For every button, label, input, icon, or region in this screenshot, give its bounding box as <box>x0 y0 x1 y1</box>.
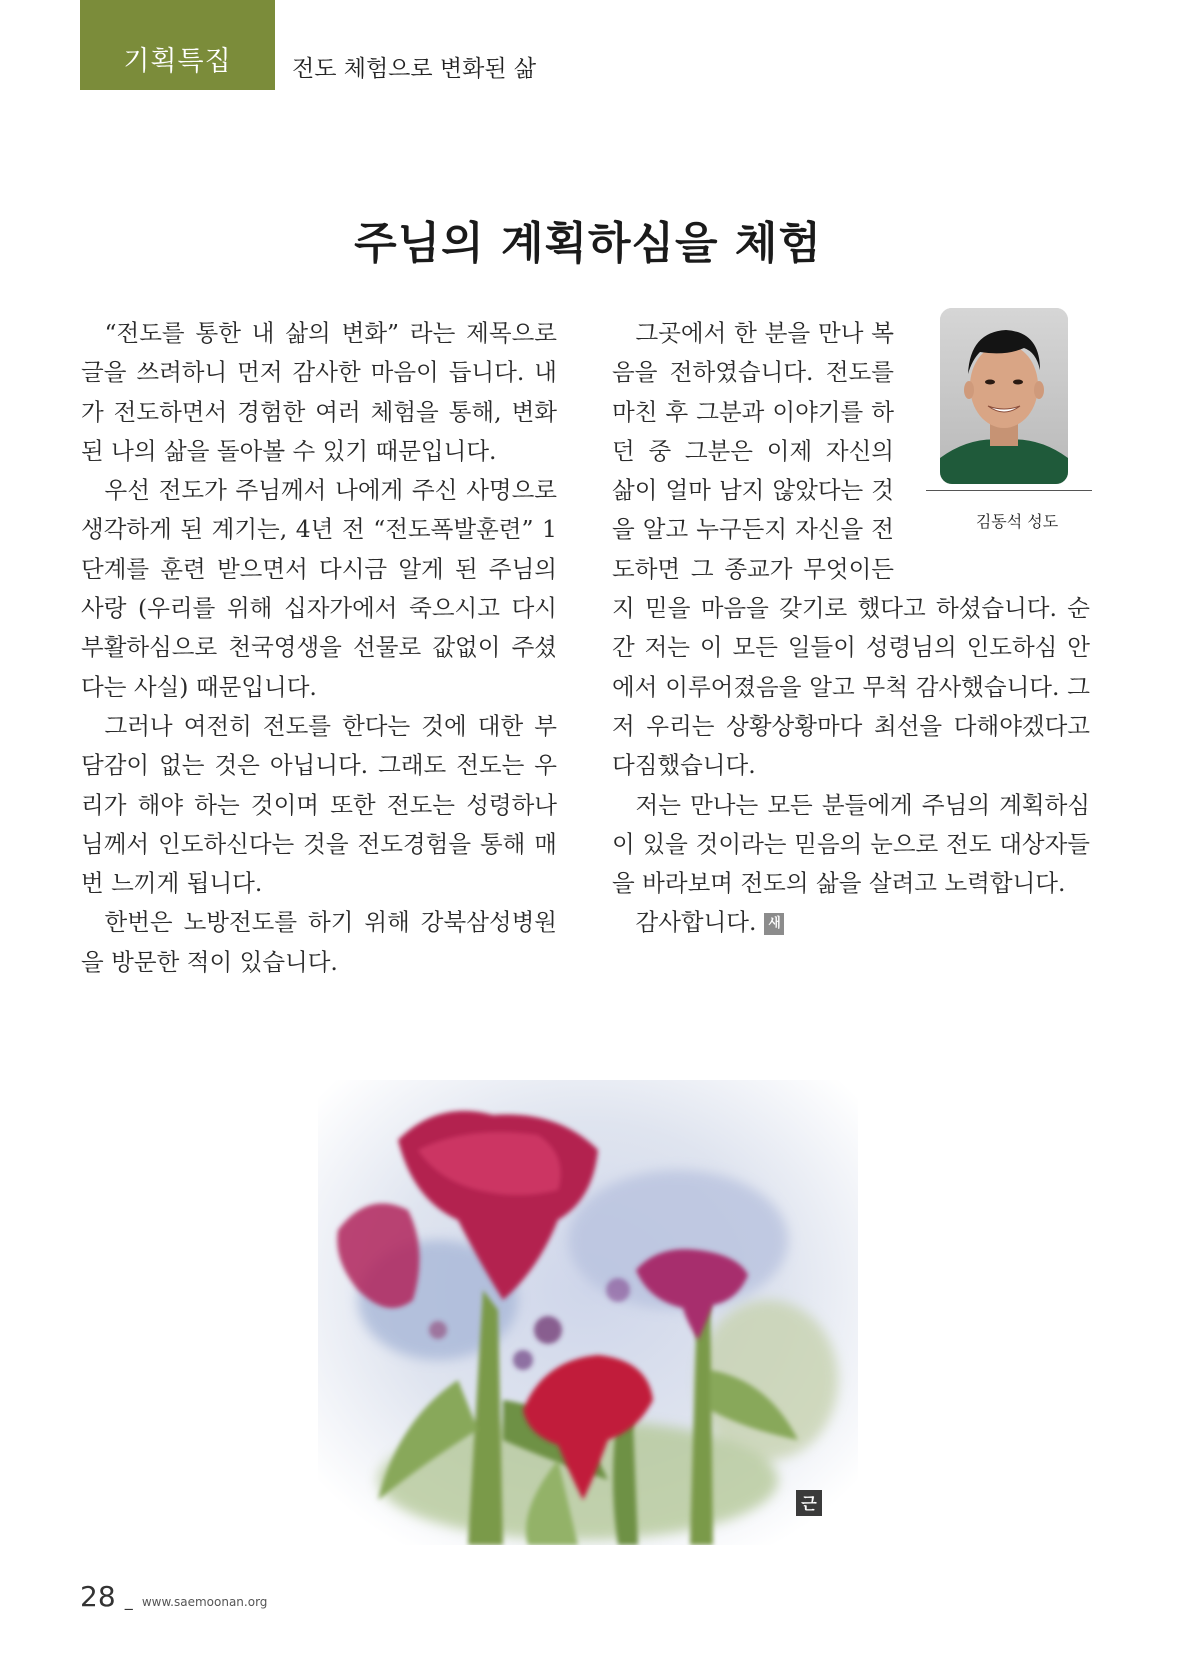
page-number: 28 <box>80 1580 116 1613</box>
article-left-column <box>81 314 557 982</box>
author-photo <box>940 308 1068 484</box>
paragraph: 그곳에서 한 분을 만나 복음을 전하였습니다. 전도를 마친 후 그분과 이야기를 하던 중 그분은 이제 자신의 삶이 얼마 남지 않았다는 것을 알고 누구든지 자신을 전도하면 그 종교가 무엇이든지 믿을 마음을 갖기로 했다고 하셨습니다. 순간 저는 이 모든 일들이 성령님의 인도하심 안에서 이루어졌음을 알고 무척 감사했습니다. 그저 우리는 상황상황마다 최선을 다해야겠다고 다짐했습니다. <box>612 319 1090 780</box>
website-link[interactable]: www.saemoonan.org <box>141 1595 268 1609</box>
article-right-column <box>612 314 1090 943</box>
footer-separator: _ <box>124 1591 133 1610</box>
paragraph: 그러나 여전히 전도를 한다는 것에 대한 부담감이 없는 것은 아닙니다. 그래도 전도는 우리가 해야 하는 것이며 또한 전도는 성령하나님께서 인도하신다는 것을 전도경험을 통해 매번 느끼게 됩니다. <box>81 711 557 898</box>
caption-rule <box>926 490 1092 491</box>
page-footer <box>80 1580 267 1613</box>
section-tag: 기획특집 <box>80 0 275 90</box>
paragraph: “전도를 통한 내 삶의 변화” 라는 제목으로 글을 쓰려하니 먼저 감사한 마음이 듭니다. 내가 전도하면서 경험한 여러 체험을 통해, 변화된 나의 삶을 돌아볼 수 있기 때문입니다. <box>81 319 557 465</box>
paragraph: 우선 전도가 주님께서 나에게 주신 사명으로 생각하게 된 계기는, 4년 전 “전도폭발훈련” 1단계를 훈련 받으면서 다시금 알게 된 주님의 사랑 (우리를 위해 십자가에서 죽으시고 다시 부활하심으로 천국영생을 선물로 값없이 주셨다는 사실) 때문입니다. <box>81 476 557 701</box>
author-photo-block <box>912 308 1092 560</box>
painting-signature: 근 <box>801 1494 817 1513</box>
paragraph: 한번은 노방전도를 하기 위해 강북삼성병원을 방문한 적이 있습니다. <box>81 908 557 976</box>
section-title: 전도 체험으로 변화된 삶 <box>292 56 537 82</box>
paragraph: 저는 만나는 모든 분들에게 주님의 계획하심이 있을 것이라는 믿음의 눈으로 전도 대상자들을 바라보며 전도의 삶을 살려고 노력합니다. <box>612 790 1090 898</box>
closing-text: 감사합니다. <box>635 908 757 937</box>
watercolor-painting <box>318 1080 858 1545</box>
end-mark-icon: 새 <box>764 913 784 935</box>
article-title: 주님의 계획하심을 체험 <box>354 218 822 270</box>
closing-paragraph <box>612 903 1090 942</box>
author-caption: 김동석 성도 <box>975 512 1059 531</box>
